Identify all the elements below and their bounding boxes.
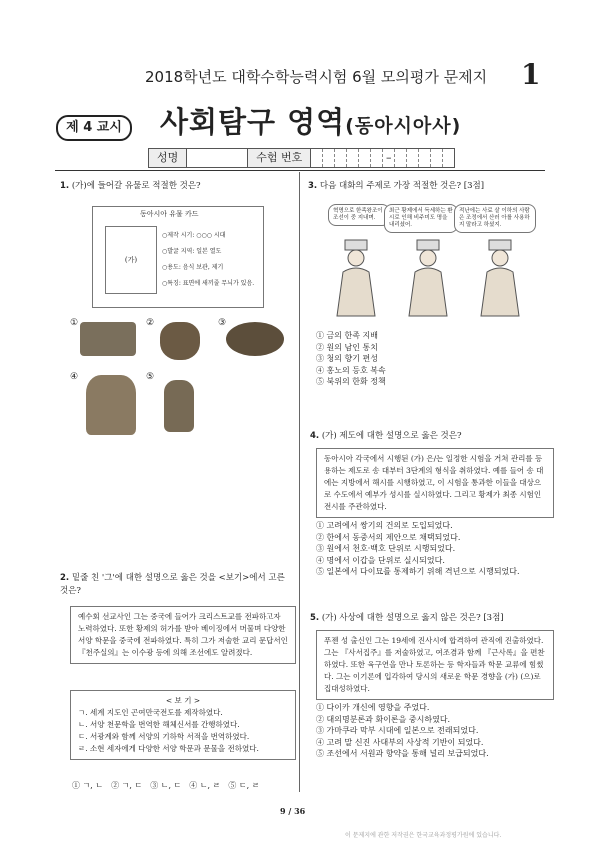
copyright-footer: 이 문제지에 관한 저작권은 한국교육과정평가원에 있습니다. <box>345 832 502 839</box>
exam-no-cell[interactable] <box>395 149 407 167</box>
q1-option[interactable]: ③ <box>218 318 227 328</box>
officials-illustration <box>325 238 535 318</box>
q3-option[interactable]: ⑤ 북위의 한화 정책 <box>316 377 386 386</box>
q1-option[interactable]: ① <box>70 318 79 328</box>
q5-question: (가) 사상에 대한 설명으로 옳지 않은 것은? [3점] <box>321 613 504 623</box>
q3-question: 다음 대화의 주제로 가장 적절한 것은? [3점] <box>319 181 485 191</box>
page-current: 9 <box>280 806 286 816</box>
exam-no-label: 수험 번호 <box>248 149 311 167</box>
q4-stem <box>310 430 550 443</box>
name-label: 성명 <box>149 149 187 167</box>
subject-paren: (동아시아사) <box>345 115 462 137</box>
q2-stem <box>60 572 290 598</box>
exam-no-cell[interactable] <box>431 149 443 167</box>
q4-passage: 동아시아 각국에서 시행된 (가) 은/는 일정한 시험을 거쳐 관리를 등용하는 제도로 송 대부터 3단계의 형식을 취하였다. 예를 들어 송 대에는 지방에서 해시를 시행하였고, 이 시험을 통과한 이들을 대상으로 수도에서 예부가 성시를 실시하였다. 그리고 황제가 최종 시험인 전시를 주관하였다. <box>316 448 554 518</box>
speech-bubble: 적난에는 사료 살 이하의 사람은 조정에서 산러 아를 사용하지 말라고 하셨지. <box>454 204 536 233</box>
artifact-image <box>226 322 284 356</box>
q4-option[interactable]: ⑤ 일본에서 다이묘를 통제하기 위해 격년으로 시행되었다. <box>316 567 520 576</box>
official-figure <box>481 240 519 316</box>
q3-stem <box>308 180 548 193</box>
q3-option[interactable]: ① 금의 한족 지배 <box>316 331 378 340</box>
q4-option[interactable]: ③ 원에서 천호·백호 단위로 시행되었다. <box>316 544 456 553</box>
name-field[interactable] <box>187 149 248 167</box>
q3-options <box>316 330 386 388</box>
q4-option[interactable]: ② 한에서 동중서의 제안으로 채택되었다. <box>316 532 461 542</box>
q2-answer[interactable]: ⑤ ㄷ, ㄹ <box>228 781 260 790</box>
page-number <box>280 806 305 816</box>
q2-answer[interactable]: ③ ㄴ, ㄷ <box>150 781 182 790</box>
card-line: ○제작 시기: ○○○ 시대 <box>162 232 226 239</box>
subject-name: 사회탐구 영역 <box>160 105 346 139</box>
speech-bubble: 최근 황제에서 득세하는 환시로 인해 비주미도 명을 내리셨어. <box>384 204 458 233</box>
q5-option[interactable]: ⑤ 조선에서 서원과 향약을 통해 널리 보급되었다. <box>316 749 489 758</box>
exam-no-cell[interactable] <box>335 149 347 167</box>
q2-answer[interactable]: ② ㄱ, ㄷ <box>111 781 143 790</box>
exam-no-cell[interactable] <box>347 149 359 167</box>
bogi-item: ㄷ. 서광계와 함께 서양의 기하학 서적을 번역하였다. <box>78 732 250 741</box>
q5-number: 5. <box>310 613 320 623</box>
q1-stem <box>60 180 290 193</box>
artifact-image <box>80 322 136 356</box>
page-total: 36 <box>294 806 306 816</box>
q3-number: 3. <box>308 181 318 191</box>
q2-bogi <box>70 690 296 760</box>
page-sep: / <box>285 806 295 816</box>
q5-option[interactable]: ② 대의명분론과 화이론을 중시하였다. <box>316 714 451 724</box>
q1-question: (가)에 들어갈 유물로 적절한 것은? <box>71 181 201 191</box>
column-divider <box>299 172 300 792</box>
q1-number: 1. <box>60 181 70 191</box>
official-figure <box>409 240 447 316</box>
q4-options <box>316 520 520 578</box>
q2-answer[interactable]: ④ ㄴ, ㄹ <box>189 781 221 790</box>
q1-option[interactable]: ② <box>146 318 155 328</box>
q4-option[interactable]: ① 고려에서 쌍기의 건의로 도입되었다. <box>316 521 453 530</box>
artifact-image <box>86 375 136 435</box>
q3-option[interactable]: ② 원의 남인 통치 <box>316 342 378 352</box>
card-line: ○용도: 음식 보관, 제기 <box>162 264 224 271</box>
q5-stem <box>310 612 550 625</box>
id-row <box>148 148 455 168</box>
official-figure <box>337 240 375 316</box>
header-rule <box>55 170 545 171</box>
q2-answer[interactable]: ① ㄱ, ㄴ <box>72 781 104 790</box>
exam-no-dash: – <box>383 149 395 167</box>
q5-passage: 푸젠 성 출신인 그는 19세에 진사시에 합격하여 관직에 진출하였다. 그는 『사서집주』를 저술하였고, 여조겸과 함께 『근사록』을 편찬하였다. 또한 육구연을 만나 토론하는 등 학자들과 학문 교류에 힘썼다. 그는 이기론에 입각하여 당시의 새로운 학문 경향을 (가) (으)로 집대성하였다. <box>316 630 554 700</box>
artifact-image <box>160 322 200 360</box>
page-marker: 1 <box>521 58 541 91</box>
q4-question: (가) 제도에 대한 설명으로 옳은 것은? <box>321 431 462 441</box>
bogi-item: ㄱ. 세계 지도인 곤여만국전도를 제작하였다. <box>78 708 223 717</box>
q4-number: 4. <box>310 431 320 441</box>
exam-no-cell[interactable] <box>371 149 383 167</box>
exam-no-cell[interactable] <box>419 149 431 167</box>
exam-no-cell[interactable] <box>323 149 335 167</box>
q5-option[interactable]: ① 다이카 개신에 영향을 주었다. <box>316 703 430 712</box>
q5-option[interactable]: ④ 고려 말 신진 사대부의 사상적 기반이 되었다. <box>316 737 484 747</box>
speech-bubble: 혁명으로 한족왕조이 조선이 중 지내며. <box>328 204 390 226</box>
subject-title <box>160 100 461 141</box>
bogi-item: ㄹ. 소현 세자에게 다양한 서양 학문과 문물을 전하였다. <box>78 744 259 753</box>
q5-options <box>316 702 489 760</box>
bogi-title: < 보 기 > <box>165 696 201 705</box>
card-title: 동아시아 유물 카드 <box>140 210 199 218</box>
q2-passage: 예수회 선교사인 그는 중국에 들어가 크리스트교를 전파하고자 노력하였다. 또한 황제의 허가를 받아 베이징에서 머물며 다양한 서양 학문을 중국에 전파하였다. 특히 그가 저술한 교리 문답서인 『천주실의』는 이수광 등에 의해 조선에도 알려졌다. <box>70 606 296 664</box>
exam-title: 2018학년도 대학수학능력시험 6월 모의평가 문제지 <box>145 68 488 86</box>
q4-option[interactable]: ④ 명에서 이갑을 단위로 실시되었다. <box>316 555 445 565</box>
period-badge: 제 4 교시 <box>56 115 132 141</box>
exam-no-cell[interactable] <box>359 149 371 167</box>
card-line: ○특징: 표면에 새끼줄 무늬가 있음. <box>162 280 255 287</box>
q1-option[interactable]: ④ <box>70 372 79 382</box>
q2-number: 2. <box>60 573 70 583</box>
q3-option[interactable]: ③ 청의 향기 편성 <box>316 354 378 363</box>
bogi-item: ㄴ. 서양 천문학을 번역한 해체신서를 간행하였다. <box>78 720 240 729</box>
exam-no-cell[interactable] <box>311 149 323 167</box>
card-image: (가) <box>105 226 157 294</box>
exam-no-cell[interactable] <box>407 149 419 167</box>
q5-option[interactable]: ③ 가마쿠라 막부 시대에 일본으로 전래되었다. <box>316 726 479 735</box>
exam-no-cell[interactable] <box>443 149 454 167</box>
q1-option[interactable]: ⑤ <box>146 372 155 382</box>
q2-question: 밑줄 친 '그'에 대한 설명으로 옳은 것을 <보기>에서 고른 것은? <box>60 573 285 596</box>
q3-option[interactable]: ④ 홍노의 등호 복속 <box>316 365 386 375</box>
artifact-image <box>164 380 194 432</box>
q2-answers <box>72 780 292 792</box>
card-line: ○발굴 지역: 일본 열도 <box>162 248 222 255</box>
